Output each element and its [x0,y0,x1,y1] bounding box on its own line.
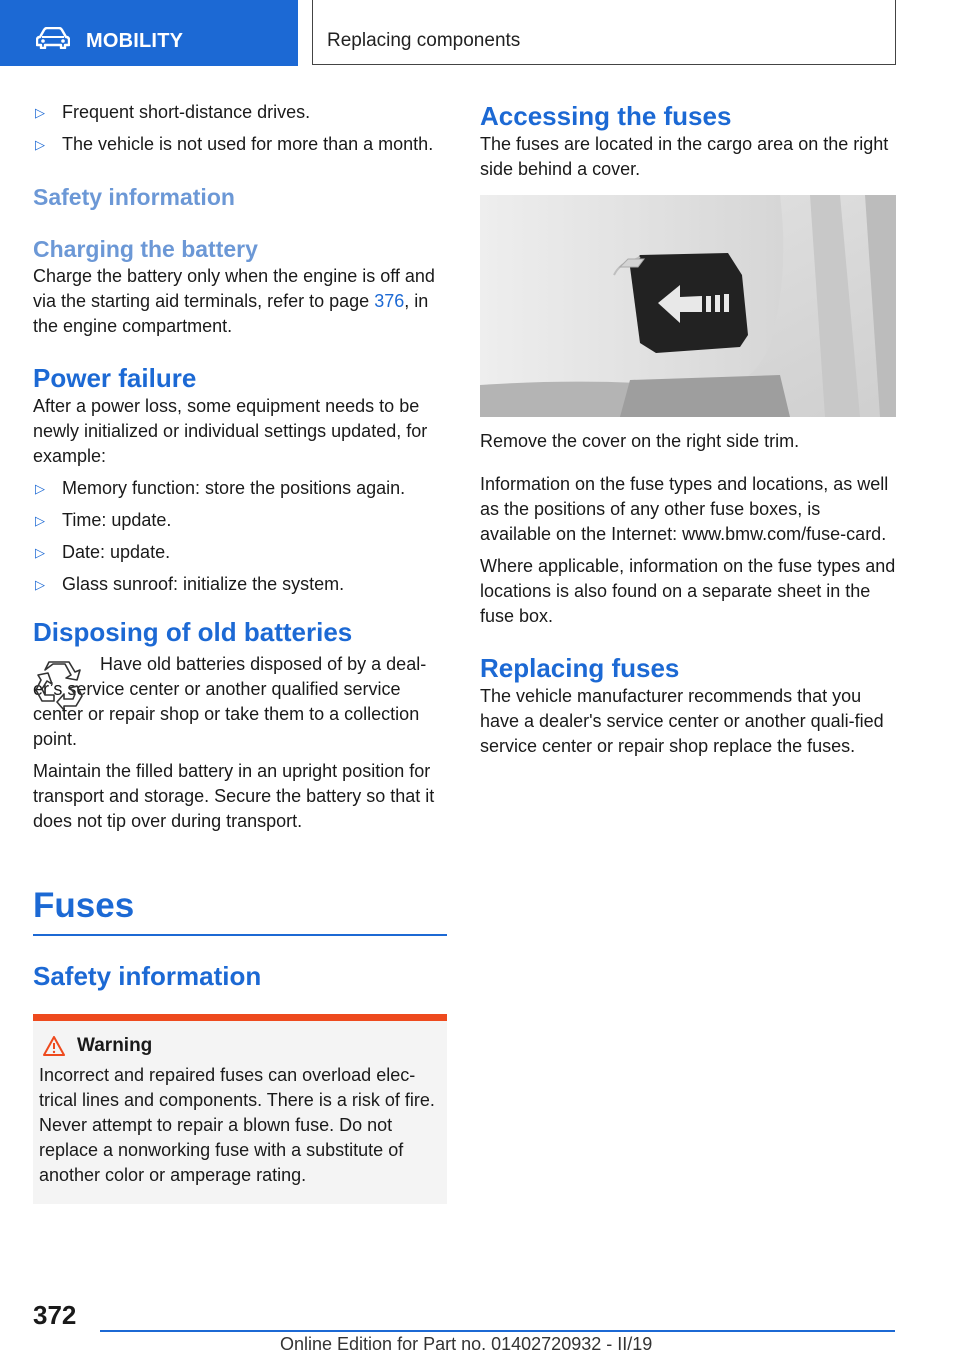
list-item: ▷ The vehicle is not used for more than a month. [33,132,447,157]
power-failure-heading: Power failure [33,363,197,393]
page-header [0,0,960,66]
info-text: Information on the fuse types and locations, as well as the positions of any other fuse boxes, is available on the Internet: www.bmw.com/fuse‐card. [480,474,889,544]
right-column [480,100,896,766]
charging-heading: Charging the battery [33,236,258,262]
list-item: ▷ Date: update. [33,540,447,565]
fuse-cover-photo [480,195,896,417]
disposing-heading: Disposing of old batteries [33,617,353,647]
list-item: ▷ Frequent short-distance drives. [33,100,447,125]
safety-heading: Safety information [33,184,235,210]
photo-caption: Remove the cover on the right side trim. [480,431,800,451]
fuses-heading: Fuses [33,886,135,925]
where-applicable-text: Where applicable, information on the fuse types and locations is also found on a separate sheet in the fuse box. [480,556,896,626]
maintain-text: Maintain the filled battery in an upright position for transport and storage. Secure the battery so that it does not tip over during transport. [33,761,435,831]
warning-triangle-icon [43,1036,65,1056]
charging-text: Charge the battery only when the engine is off and via the starting aid terminals, refer to page 376, in the engine compartment. [33,266,435,336]
disposing-text: Have old batteries disposed of by a deal‐er’s service center or another qualified service center or repair shop or take them to a collection point. [33,654,427,749]
list-item: ▷ Time: update. [33,508,447,533]
triangle-bullet-icon: ▷ [35,105,45,120]
footer-edition: Online Edition for Part no. 01402720932 - II/19 [280,1334,653,1354]
triangle-bullet-icon: ▷ [35,577,45,592]
page-link[interactable]: 376 [374,291,405,311]
page-number: 372 [33,1300,77,1330]
section-label: Replacing components [327,30,521,51]
accessing-text: The fuses are located in the cargo area on the right side behind a cover. [480,134,889,179]
recycle-icon [33,658,85,710]
replacing-heading: Replacing fuses [480,653,680,683]
chapter-tab[interactable] [0,0,298,66]
warning-bar [33,1014,447,1021]
car-icon [36,27,70,49]
disposing-block [33,652,447,752]
warning-title: Warning [77,1035,153,1056]
left-column [33,100,447,1204]
warning-box [33,1014,447,1204]
chapter-label: MOBILITY [86,30,184,52]
power-bullet-list [33,476,447,597]
power-failure-text: After a power loss, some equipment needs to be newly initialized or individual settings updated, for example: [33,396,428,466]
replacing-text: The vehicle manufacturer recommends that you have a dealer's service center or another quali‐fied service center or repair shop replace the fuses. [480,686,884,756]
fuse-cover-illustration [480,195,896,417]
warning-header [33,1021,447,1057]
intro-bullet-list [33,100,447,157]
triangle-bullet-icon: ▷ [35,545,45,560]
section-tab[interactable] [312,0,896,65]
triangle-bullet-icon: ▷ [35,513,45,528]
warning-text: Incorrect and repaired fuses can overload elec‐trical lines and components. There is a risk of fire. Never attempt to repair a blown fuse. Do not replace a nonworking fuse with a substitute of another color or amperage rating. [39,1065,435,1185]
list-item: ▷ Memory function: store the positions again. [33,476,447,501]
triangle-bullet-icon: ▷ [35,137,45,152]
accessing-heading: Accessing the fuses [480,101,732,131]
list-item: ▷ Glass sunroof: initialize the system. [33,572,447,597]
fuses-safety-heading: Safety information [33,961,262,991]
footer-rule [100,1330,895,1332]
triangle-bullet-icon: ▷ [35,481,45,496]
